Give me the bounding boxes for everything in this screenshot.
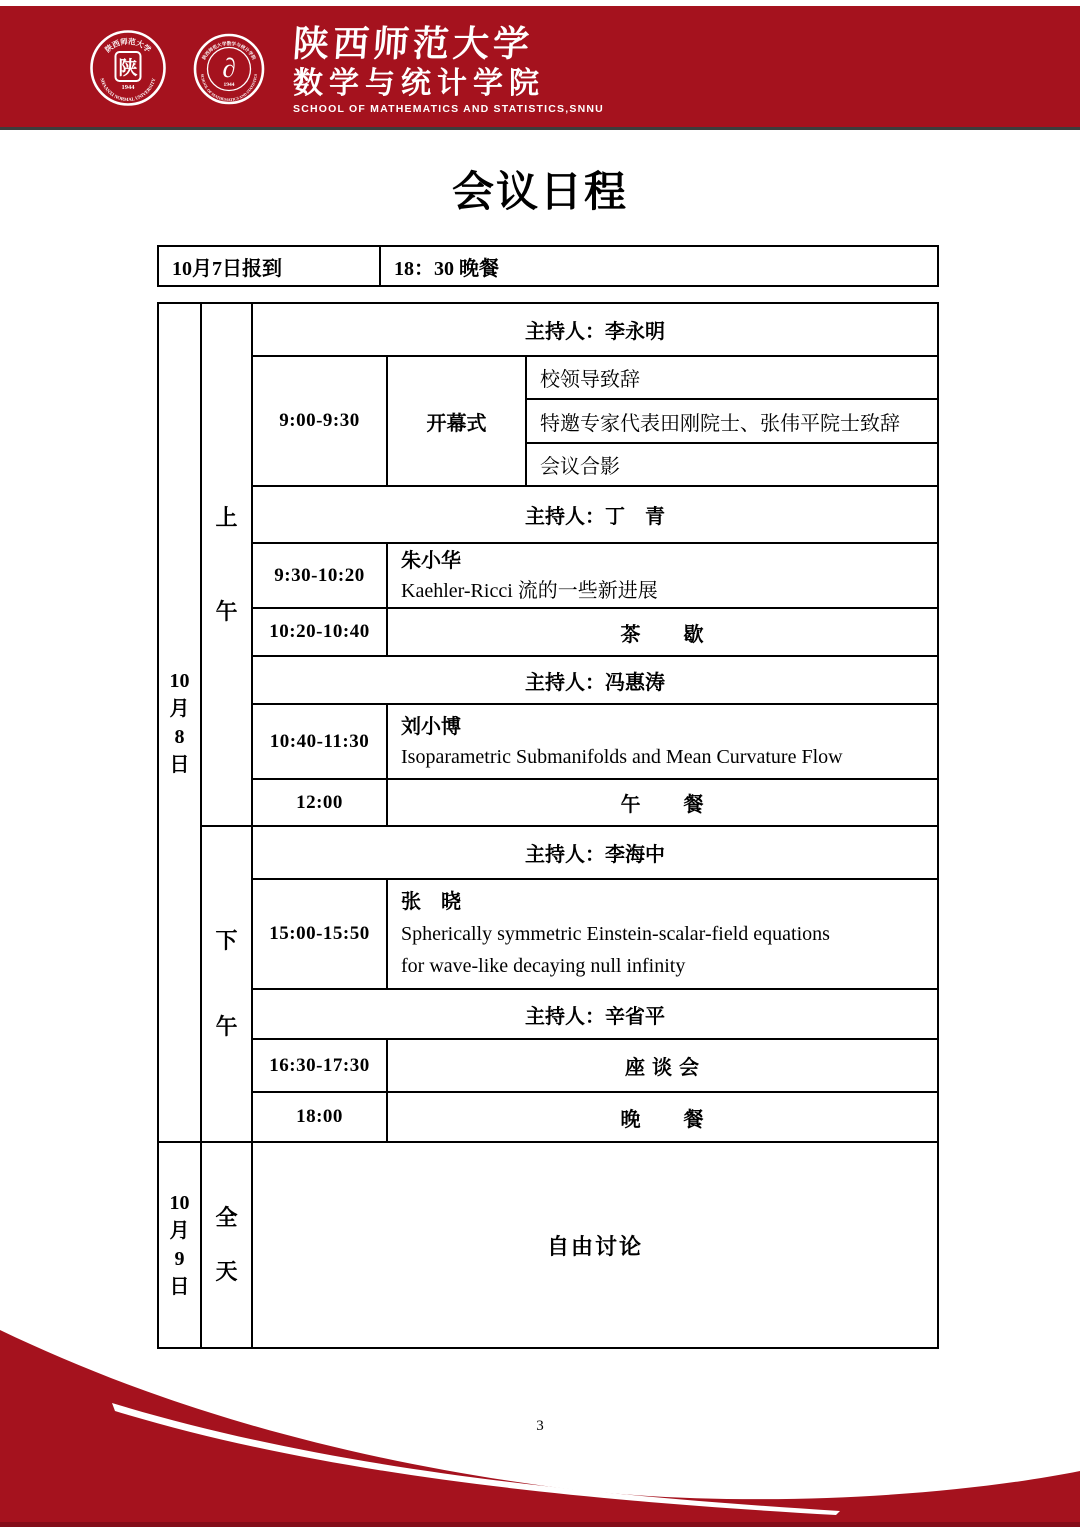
school-seal-ring-top-text: 陕西师范大学数学与统计学院	[201, 41, 257, 61]
chair-row-ding-qing: 主持人：丁 青	[253, 487, 937, 542]
period-cell-afternoon: 下 午	[202, 827, 251, 1141]
opening-ceremony-label: 开幕式	[388, 357, 525, 485]
talk-cell-zhang	[388, 880, 937, 988]
speaker-name: 刘小博	[401, 715, 461, 738]
date-cell-oct8: 10 月 8 日	[159, 304, 200, 1141]
registration-date-cell: 10月7日报到	[159, 247, 379, 285]
chair-row-xin-shengping: 主持人：辛省平	[253, 990, 937, 1038]
university-name: 陕西师范大学	[291, 24, 535, 64]
time-cell-talk-zhu: 9:30-10:20	[253, 544, 386, 607]
chair-row-li-haizhong: 主持人：李海中	[253, 827, 937, 878]
talk-title-line1: Spherically symmetric Einstein-scalar-field equations	[401, 923, 830, 945]
registration-table	[157, 245, 939, 287]
speaker-name: 张 晓	[401, 891, 461, 913]
tea-break-label: 茶 歇	[388, 609, 937, 655]
school-seal-ring-bottom-text: SCHOOL OF MATHEMATICS AND STATISTICS	[199, 73, 259, 103]
swoosh-bottom-edge	[0, 1522, 1080, 1527]
opening-item-guest-speech: 特邀专家代表田刚院士、张伟平院士致辞	[527, 400, 937, 442]
period-cell-morning: 上 午	[202, 304, 251, 825]
seal-year: 1944	[121, 84, 135, 91]
date-cell-oct9: 10 月 9 日	[159, 1143, 200, 1347]
talk-title-line2: for wave-like decaying null infinity	[401, 955, 686, 977]
time-cell-symposium: 16:30-17:30	[253, 1040, 386, 1091]
chair-row-feng-huitao: 主持人：冯惠涛	[253, 657, 937, 703]
page-number: 3	[536, 1418, 544, 1434]
seal-ring-bottom-text: SHAANXI NORMAL UNIVERSITY	[98, 77, 158, 104]
school-name-english: SCHOOL OF MATHEMATICS AND STATISTICS,SNNU	[293, 103, 604, 115]
talk-cell-liu	[388, 705, 937, 778]
registration-dinner-cell: 18：30 晚餐	[381, 247, 937, 285]
talk-title: Kaehler-Ricci 流的一些新进展	[401, 579, 658, 602]
time-cell-talk-zhang: 15:00-15:50	[253, 880, 386, 988]
chair-row-li-yongming: 主持人：李永明	[253, 304, 937, 355]
dinner-label: 晚 餐	[388, 1093, 937, 1141]
lunch-label: 午 餐	[388, 780, 937, 825]
header-band	[0, 6, 1080, 130]
school-seal-symbol: ∂	[222, 53, 236, 83]
page-title: 会议日程	[451, 170, 628, 216]
school-seal-icon	[193, 33, 265, 105]
seal-center-character: 陕	[118, 58, 138, 79]
school-seal-year: 1944	[223, 82, 235, 88]
talk-cell-zhu	[388, 544, 937, 607]
time-cell-dinner: 18:00	[253, 1093, 386, 1141]
speaker-name: 朱小华	[401, 549, 461, 572]
university-seal-icon	[89, 29, 167, 107]
symposium-label: 座 谈 会	[388, 1040, 937, 1091]
schedule-table	[157, 302, 939, 1349]
time-cell-talk-liu: 10:40-11:30	[253, 705, 386, 778]
opening-item-speech: 校领导致辞	[527, 357, 937, 398]
school-name: 数学与统计学院	[293, 67, 545, 100]
time-cell-lunch: 12:00	[253, 780, 386, 825]
period-cell-allday: 全 天	[202, 1143, 251, 1347]
talk-title: Isoparametric Submanifolds and Mean Curvature Flow	[401, 745, 843, 768]
free-discussion-cell: 自由讨论	[253, 1143, 937, 1347]
opening-item-photo: 会议合影	[527, 444, 937, 485]
time-cell-tea-break: 10:20-10:40	[253, 609, 386, 655]
seal-ring-top-text: 陕西师范大学	[103, 36, 153, 55]
time-cell-opening: 9:00-9:30	[253, 357, 386, 485]
